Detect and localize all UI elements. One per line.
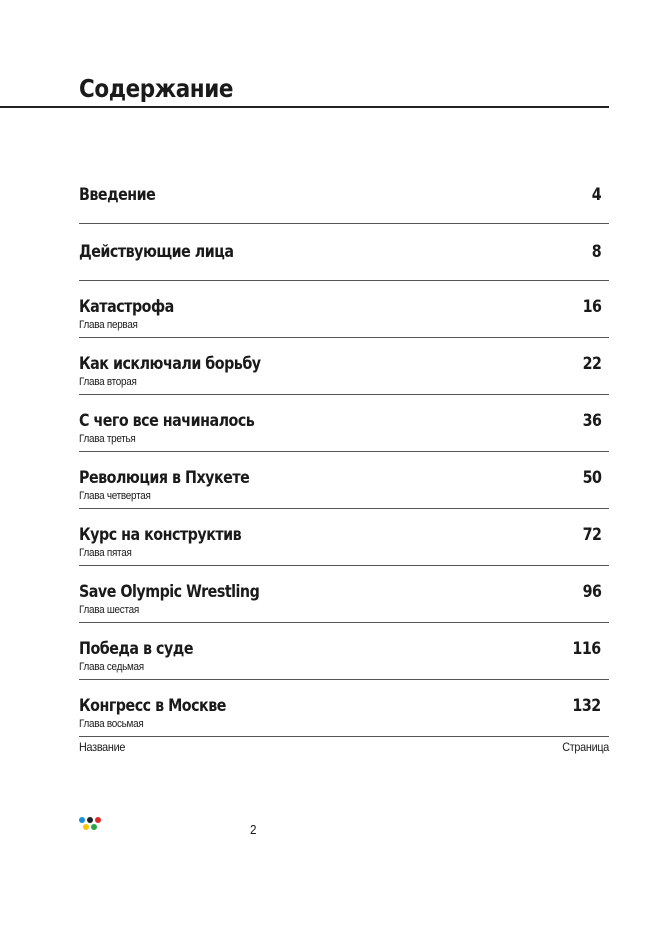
logo-dot <box>83 824 89 830</box>
toc-entry-title: Революция в Пхукете <box>79 468 250 488</box>
toc-entry[interactable] <box>79 452 609 509</box>
toc-entry-subtitle: Глава первая <box>79 319 138 331</box>
toc-entry-page: 22 <box>582 354 601 374</box>
toc-entry-subtitle: Глава четвертая <box>79 490 151 502</box>
toc-entry[interactable] <box>79 224 609 281</box>
toc-entry[interactable] <box>79 623 609 680</box>
toc-entry[interactable] <box>79 167 609 224</box>
toc-entry-subtitle: Глава восьмая <box>79 718 144 730</box>
toc-entry-page: 72 <box>582 525 601 545</box>
toc-entry-page: 36 <box>582 411 601 431</box>
toc-entry-page: 116 <box>572 639 601 659</box>
toc-entry-subtitle: Глава седьмая <box>79 661 144 673</box>
toc-entry[interactable] <box>79 338 609 395</box>
olympic-rings-dots-icon <box>79 817 109 837</box>
toc-entry-page: 8 <box>591 242 601 262</box>
toc-entry-page: 50 <box>582 468 601 488</box>
logo-dot <box>91 824 97 830</box>
toc-entry-title: Как исключали борьбу <box>79 354 261 374</box>
toc-entry-title: Катастрофа <box>79 297 174 317</box>
toc-entry-subtitle: Глава третья <box>79 433 136 445</box>
page-number: 2 <box>250 822 257 837</box>
toc-entry-subtitle: Глава вторая <box>79 376 137 388</box>
toc-entry-subtitle: Глава шестая <box>79 604 139 616</box>
toc-entry-title: Save Olympic Wrestling <box>79 582 260 602</box>
logo-dot <box>95 817 101 823</box>
toc-entry-page: 4 <box>591 185 601 205</box>
toc-entry-page: 96 <box>582 582 601 602</box>
toc-entry[interactable] <box>79 395 609 452</box>
toc-entry[interactable] <box>79 281 609 338</box>
toc-entry-title: Действующие лица <box>79 242 234 262</box>
toc-entry[interactable] <box>79 680 609 737</box>
toc-entry-title: Победа в суде <box>79 639 194 659</box>
name-column-label: Название <box>79 740 126 754</box>
logo-dot <box>79 817 85 823</box>
toc-entry-title: С чего все начиналось <box>79 411 255 431</box>
title-divider <box>0 106 609 108</box>
toc-entry-subtitle: Глава пятая <box>79 547 132 559</box>
toc-entry-page: 132 <box>572 696 601 716</box>
page-title: Содержание <box>79 74 233 103</box>
logo-dot <box>87 817 93 823</box>
table-of-contents <box>79 167 609 737</box>
toc-entry-title: Конгресс в Москве <box>79 696 226 716</box>
toc-entry-title: Курс на конструктив <box>79 525 242 545</box>
toc-entry[interactable] <box>79 566 609 623</box>
toc-entry-title: Введение <box>79 185 156 205</box>
toc-entry-page: 16 <box>582 297 601 317</box>
toc-entry[interactable] <box>79 509 609 566</box>
column-labels <box>79 740 609 758</box>
page-column-label: Страница <box>562 740 609 754</box>
